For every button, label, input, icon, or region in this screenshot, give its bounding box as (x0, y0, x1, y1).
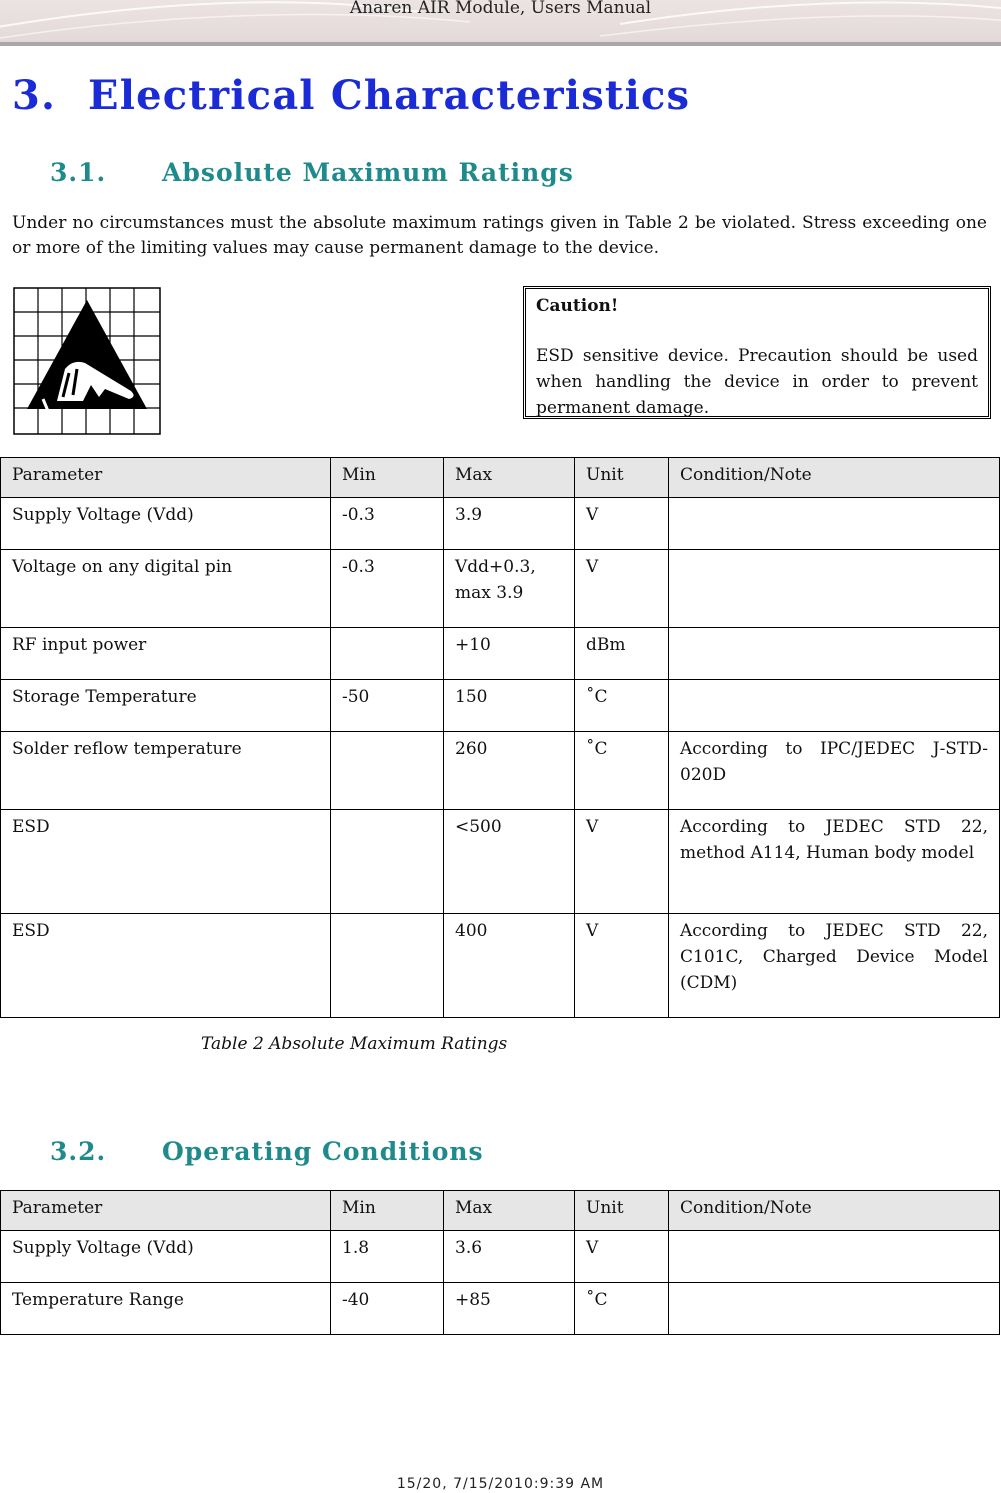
table-row (1, 1231, 1000, 1283)
cell-unit: V (575, 914, 669, 1018)
header-parameter: Parameter (1, 1191, 331, 1231)
cell-max: 400 (444, 914, 575, 1018)
cell-condition (669, 550, 1000, 628)
esd-warning-icon (13, 287, 163, 441)
header-unit: Unit (575, 1191, 669, 1231)
header-title: Anaren AIR Module, Users Manual (349, 0, 652, 18)
section-title: Electrical Characteristics (88, 72, 691, 119)
cell-condition: According to IPC/JEDEC J-STD-020D (669, 732, 1000, 810)
cell-parameter: ESD (1, 810, 331, 914)
cell-unit: V (575, 1231, 669, 1283)
table-row (1, 810, 1000, 914)
table-row (1, 1283, 1000, 1335)
subsection-number: 3.2. (50, 1137, 107, 1166)
cell-condition (669, 680, 1000, 732)
cell-max: +10 (444, 628, 575, 680)
cell-max: 3.6 (444, 1231, 575, 1283)
cell-min: -0.3 (331, 498, 444, 550)
subsection-heading-operating-conditions (50, 1137, 484, 1166)
cell-min (331, 914, 444, 1018)
header-max: Max (444, 1191, 575, 1231)
cell-min: -50 (331, 680, 444, 732)
table-caption: Table 2 Absolute Maximum Ratings (201, 1034, 508, 1054)
subsection-title: Absolute Maximum Ratings (162, 158, 574, 187)
cell-max: <500 (444, 810, 575, 914)
cell-unit: dBm (575, 628, 669, 680)
cell-condition: According to JEDEC STD 22, C101C, Charged Device Model (CDM) (669, 914, 1000, 1018)
cell-parameter: Supply Voltage (Vdd) (1, 498, 331, 550)
table-header-row (1, 1191, 1000, 1231)
subsection-heading-absolute-max (50, 158, 574, 187)
cell-min (331, 732, 444, 810)
cell-parameter: Voltage on any digital pin (1, 550, 331, 628)
table-row (1, 628, 1000, 680)
table-row (1, 732, 1000, 810)
header-min: Min (331, 1191, 444, 1231)
cell-max: Vdd+0.3, max 3.9 (444, 550, 575, 628)
operating-conditions-table (0, 1190, 1000, 1335)
cell-max: +85 (444, 1283, 575, 1335)
page-footer: 15/20, 7/15/2010:9:39 AM (396, 1476, 605, 1492)
table-row (1, 914, 1000, 1018)
cell-min: -0.3 (331, 550, 444, 628)
cell-min (331, 628, 444, 680)
cell-condition: According to JEDEC STD 22, method A114, Human body model (669, 810, 1000, 914)
cell-unit: ˚C (575, 680, 669, 732)
cell-max: 150 (444, 680, 575, 732)
cell-min: 1.8 (331, 1231, 444, 1283)
cell-parameter: RF input power (1, 628, 331, 680)
absolute-max-ratings-table (0, 457, 1000, 1018)
table-row (1, 680, 1000, 732)
cell-condition (669, 1231, 1000, 1283)
cell-unit: V (575, 550, 669, 628)
header-max: Max (444, 458, 575, 498)
table-row (1, 498, 1000, 550)
caution-title: Caution! (536, 296, 619, 316)
subsection-number: 3.1. (50, 158, 107, 187)
caution-text: ESD sensitive device. Precaution should be used when handling the device in order to prevent permanent damage. (536, 346, 978, 418)
caution-box (523, 286, 991, 419)
cell-max: 260 (444, 732, 575, 810)
cell-condition (669, 1283, 1000, 1335)
cell-unit: V (575, 498, 669, 550)
subsection-title: Operating Conditions (162, 1137, 484, 1166)
header-condition: Condition/Note (669, 1191, 1000, 1231)
header-condition: Condition/Note (669, 458, 1000, 498)
cell-min: -40 (331, 1283, 444, 1335)
header-parameter: Parameter (1, 458, 331, 498)
cell-parameter: ESD (1, 914, 331, 1018)
cell-parameter: Supply Voltage (Vdd) (1, 1231, 331, 1283)
section-number: 3. (12, 72, 57, 119)
header-unit: Unit (575, 458, 669, 498)
cell-unit: V (575, 810, 669, 914)
cell-unit: ˚C (575, 732, 669, 810)
cell-max: 3.9 (444, 498, 575, 550)
cell-parameter: Solder reflow temperature (1, 732, 331, 810)
section-heading (12, 72, 690, 119)
cell-min (331, 810, 444, 914)
table-row (1, 550, 1000, 628)
page-header (0, 0, 1001, 46)
cell-parameter: Temperature Range (1, 1283, 331, 1335)
cell-parameter: Storage Temperature (1, 680, 331, 732)
cell-condition (669, 498, 1000, 550)
header-min: Min (331, 458, 444, 498)
cell-condition (669, 628, 1000, 680)
cell-unit: ˚C (575, 1283, 669, 1335)
intro-paragraph: Under no circumstances must the absolute maximum ratings given in Table 2 be violated. Stress exceeding one or more of the limiting values may cause permanent damage to the device. (12, 213, 987, 258)
table-header-row (1, 458, 1000, 498)
